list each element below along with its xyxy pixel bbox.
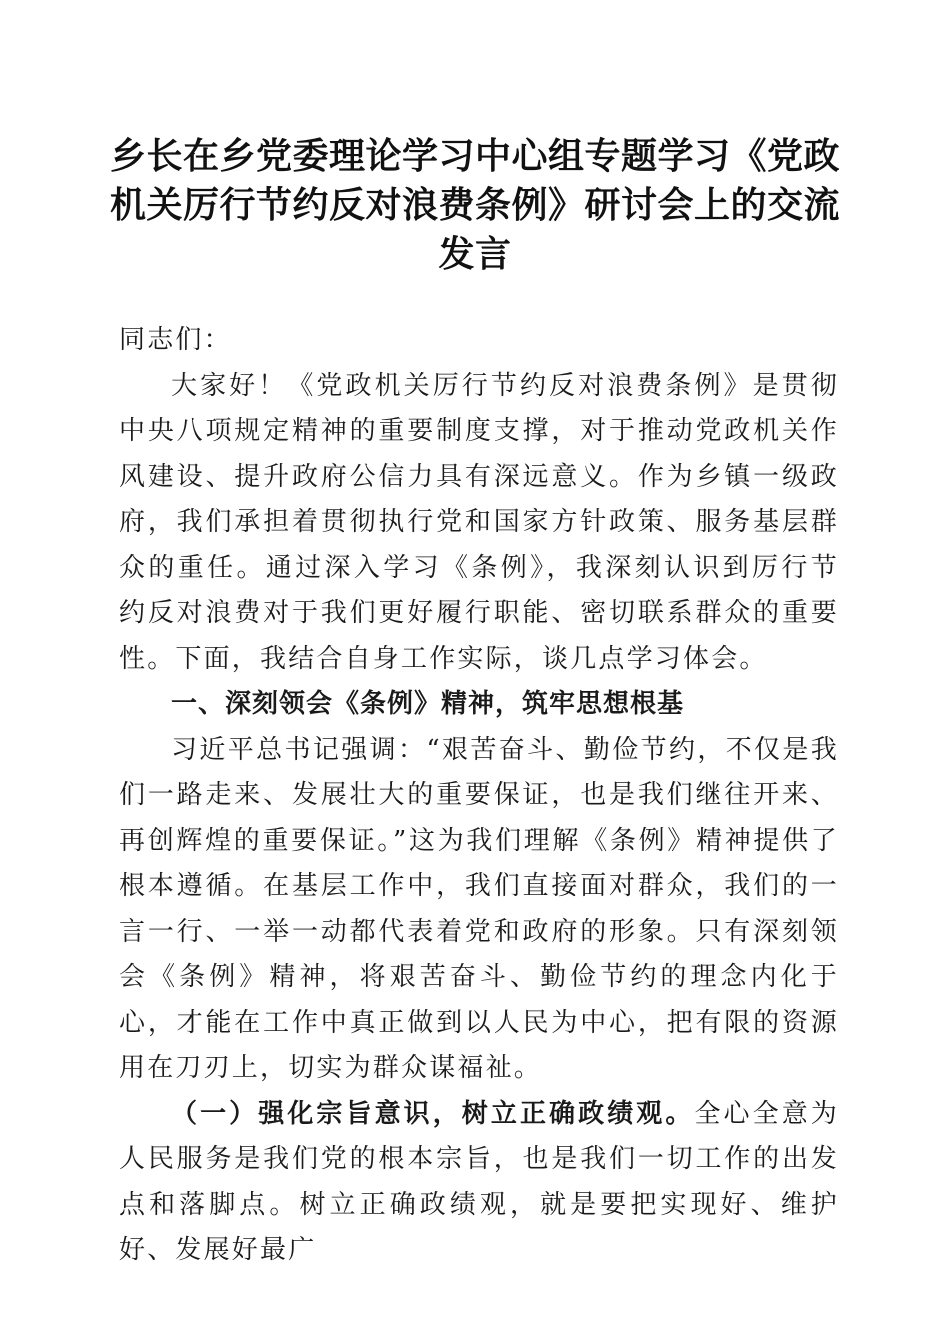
document-title: 乡长在乡党委理论学习中心组专题学习《党政机关厉行节约反对浪费条例》研讨会上的交流发言 (110, 136, 841, 275)
section-paragraph: 习近平总书记强调：“艰苦奋斗、勤俭节约，不仅是我们一路走来、发展壮大的重要保证，也是我们继往开来、再创辉煌的重要保证。”这为我们理解《条例》精神提供了根本遵循。在基层工作中，我们直接面对群众，我们的一言一行、一举一动都代表着党和政府的形象。只有深刻领会《条例》精神，将艰苦奋斗、勤俭节约的理念内化于心，才能在工作中真正做到以人民为中心，把有限的资源用在刀刃上，切实为群众谋福祉。 (119, 734, 839, 1083)
intro-paragraph: 大家好！《党政机关厉行节约反对浪费条例》是贯彻中央八项规定精神的重要制度支撑，对于推动党政机关作风建设、提升政府公信力具有深远意义。作为乡镇一级政府，我们承担着贯彻执行党和国家方针政策、服务基层群众的重任。通过深入学习《条例》，我深刻认识到厉行节约反对浪费对于我们更好履行职能、密切联系群众的重要性。下面，我结合自身工作实际，谈几点学习体会。 (119, 370, 839, 674)
salutation: 同志们： (119, 325, 232, 355)
section-heading: 一、深刻领会《条例》精神，筑牢思想根基 (171, 689, 685, 719)
document-body (119, 318, 839, 1274)
subsection-text: 全心全意为人民服务是我们党的根本宗旨，也是我们一切工作的出发点和落脚点。树立正确政绩观，就是要把实现好、维护好、发展好最广 (119, 1098, 839, 1265)
subsection-paragraph (119, 1092, 839, 1274)
subsection-title: （一）强化宗旨意识，树立正确政绩观。 (171, 1098, 695, 1129)
